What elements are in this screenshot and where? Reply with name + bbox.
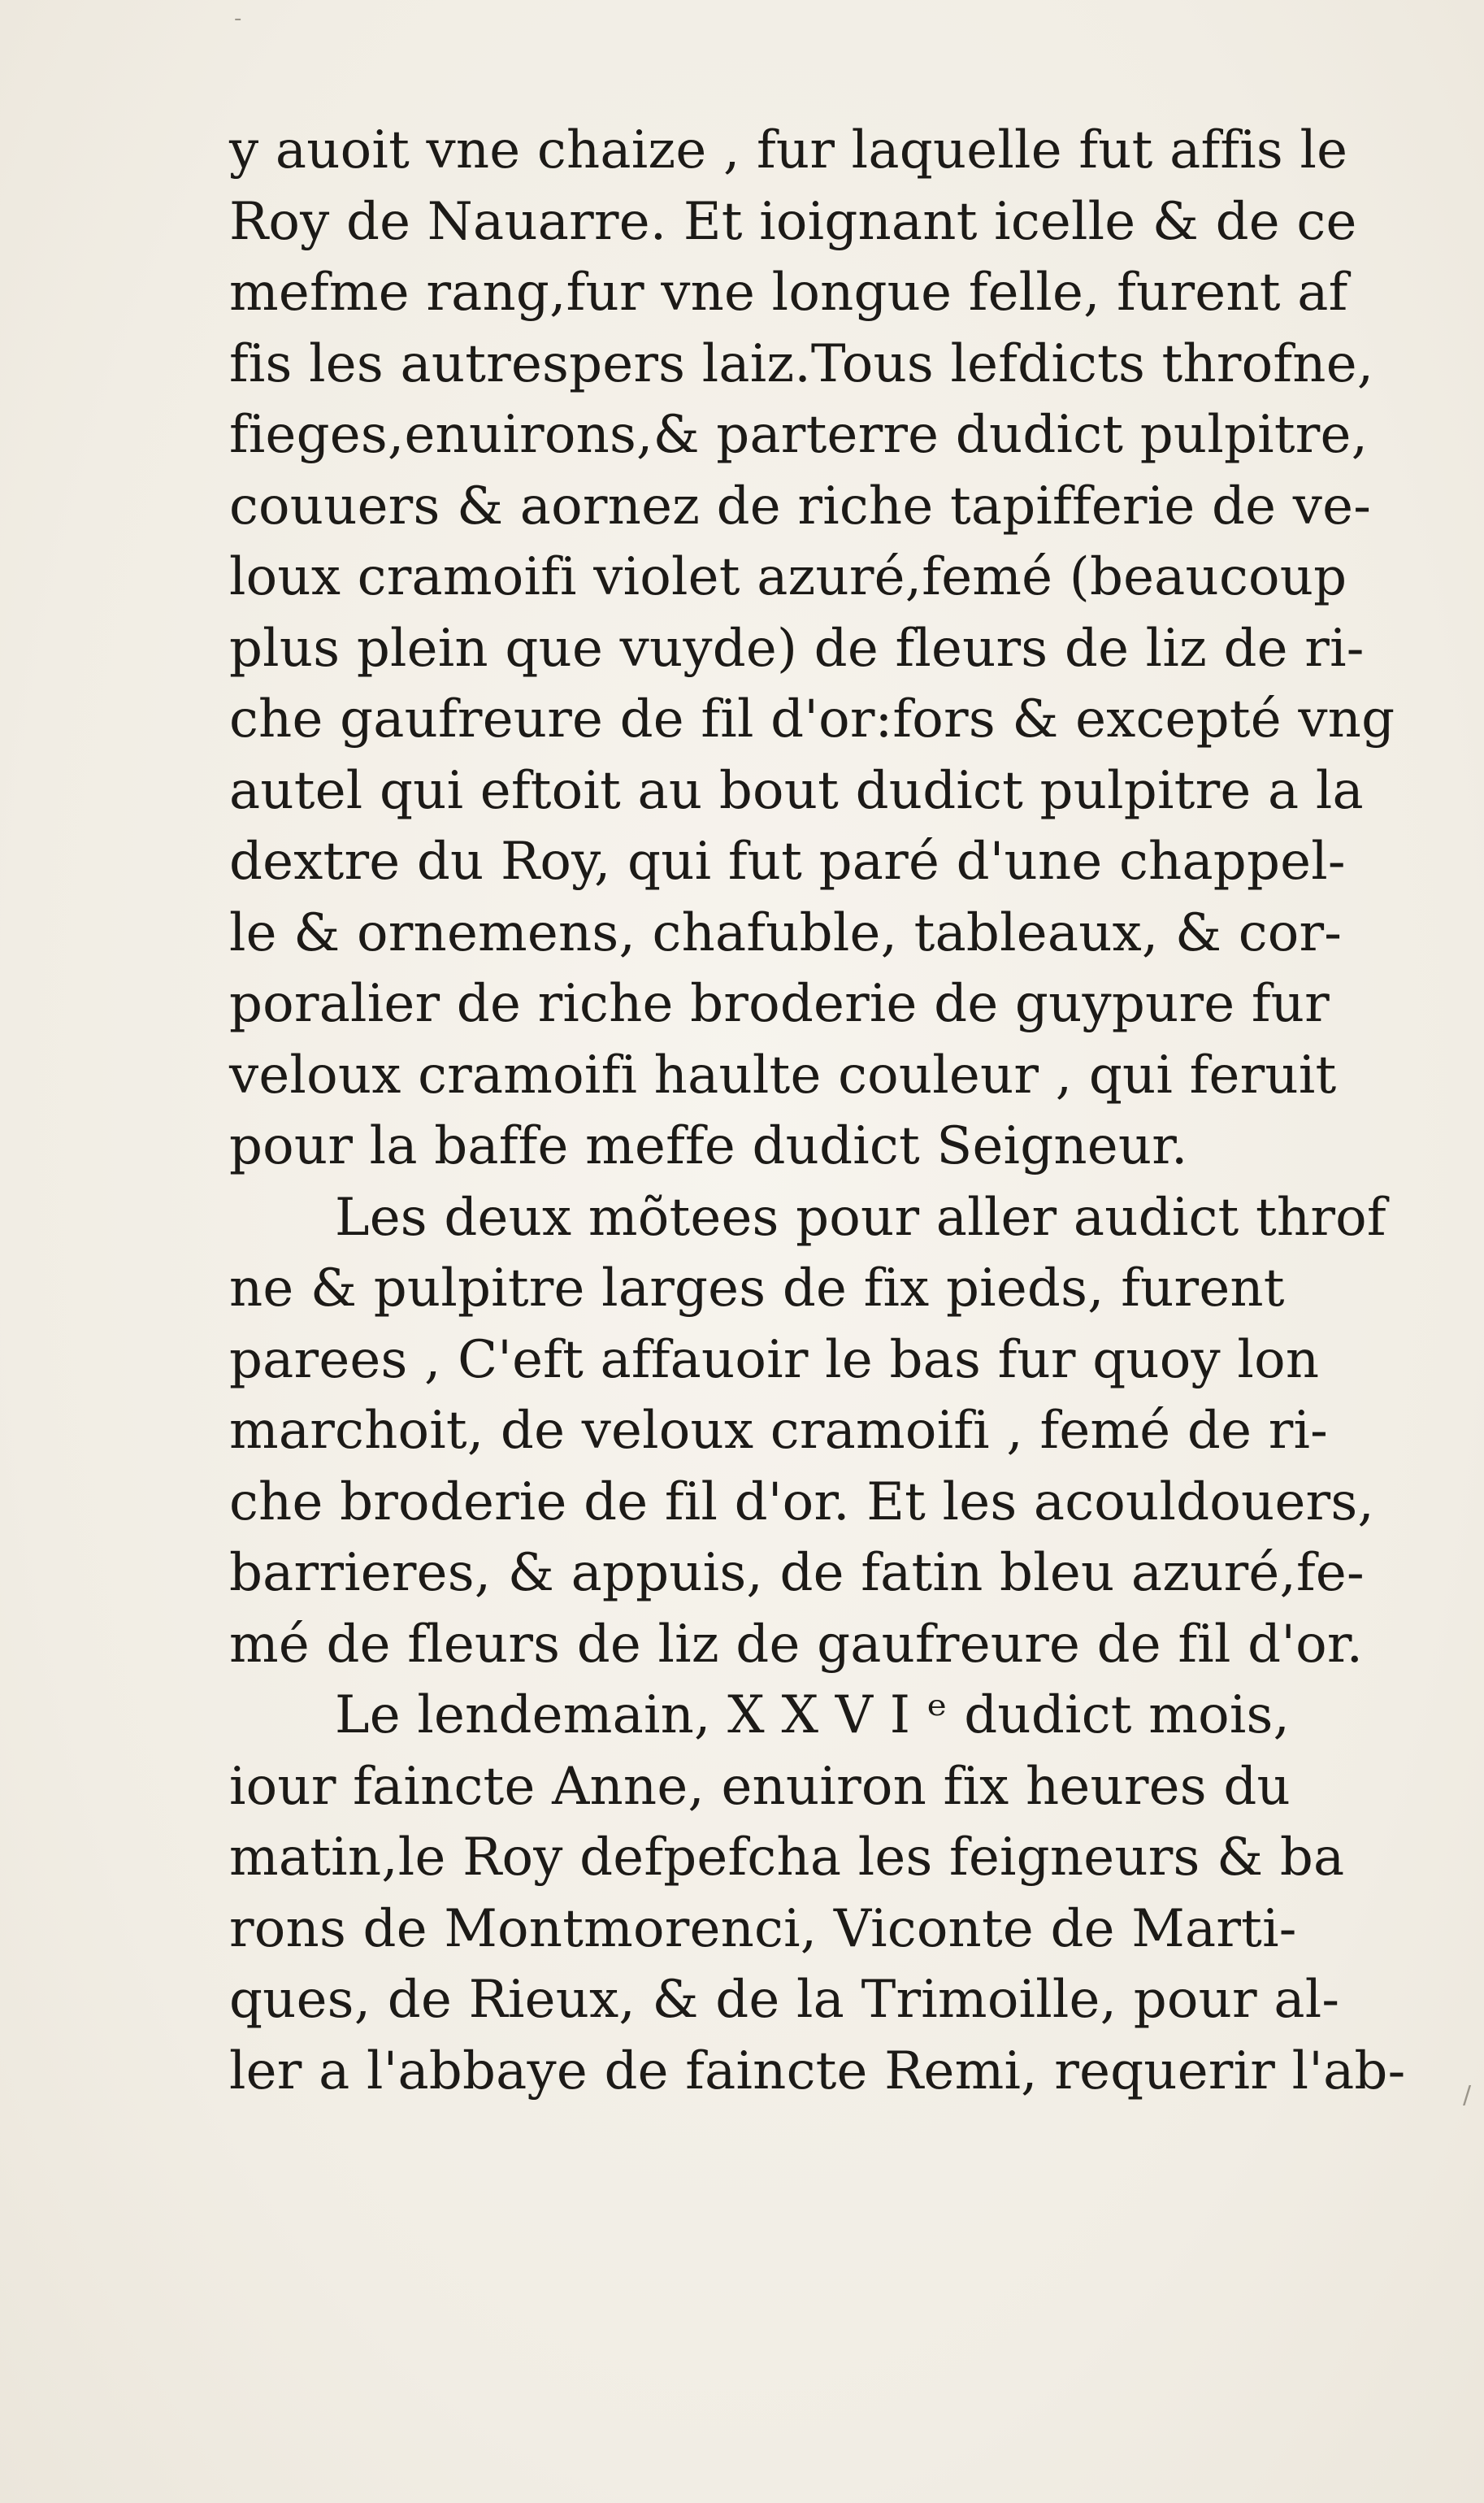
text-line: ne & pulpitre larges de fix pieds, furent	[229, 1258, 1285, 1319]
text-line: veloux cramoifi haulte couleur , qui feruit	[229, 1045, 1337, 1106]
margin-mark-top: -	[234, 7, 242, 31]
text-line: rons de Montmorenci, Viconte de Marti-	[229, 1898, 1297, 1959]
text-line: plus plein que vuyde) de fleurs de liz de ri-	[229, 618, 1365, 679]
text-line: fis les autrespers laiz.Tous lefdicts throfne,	[229, 333, 1374, 394]
text-line: poralier de riche broderie de guypure fur	[229, 974, 1330, 1034]
paragraph-start-line: Le lendemain, X X V I ᵉ dudict mois,	[335, 1685, 1291, 1745]
text-body	[229, 115, 1406, 2107]
paragraph-start-line: Les deux mõtees pour aller audict throf	[335, 1187, 1386, 1248]
text-line: dextre du Roy, qui fut paré d'une chappel-	[229, 832, 1346, 892]
text-line: mé de fleurs de liz de gaufreure de fil d'or.	[229, 1614, 1364, 1675]
text-line: fieges,enuirons,& parterre dudict pulpitre,	[229, 405, 1369, 465]
text-line: mefme rang,fur vne longue felle, furent af	[229, 263, 1348, 323]
text-line: pour la baffe meffe dudict Seigneur.	[229, 1116, 1188, 1176]
text-line: barrieres, & appuis, de fatin bleu azuré,fe-	[229, 1543, 1365, 1603]
text-line: che broderie de fil d'or. Et les acouldouers,	[229, 1471, 1374, 1532]
text-line: couuers & aornez de riche tapifferie de ve-	[229, 476, 1372, 537]
margin-mark-right: /	[1463, 2081, 1472, 2110]
text-line: ler a l'abbaye de faincte Remi, requerir l'ab-	[229, 2040, 1406, 2101]
text-line: che gaufreure de fil d'or:fors & excepté vng	[229, 689, 1395, 750]
text-line: y auoit vne chaize , fur laquelle fut affis le	[229, 120, 1348, 180]
text-line: iour faincte Anne, enuiron fix heures du	[229, 1756, 1291, 1817]
text-line: ques, de Rieux, & de la Trimoille, pour al-	[229, 1970, 1340, 2030]
text-line: matin,le Roy defpefcha les feigneurs & ba	[229, 1827, 1345, 1888]
text-line: Roy de Nauarre. Et ioignant icelle & de ce	[229, 191, 1357, 252]
text-line: parees , C'eft affauoir le bas fur quoy lon	[229, 1329, 1320, 1390]
text-line: marchoit, de veloux cramoifi , femé de ri-	[229, 1401, 1328, 1461]
text-line: le & ornemens, chafuble, tableaux, & cor-	[229, 902, 1343, 963]
text-line: autel qui eftoit au bout dudict pulpitre a la	[229, 760, 1364, 821]
text-line: loux cramoifi violet azuré,femé (beaucoup	[229, 547, 1347, 607]
